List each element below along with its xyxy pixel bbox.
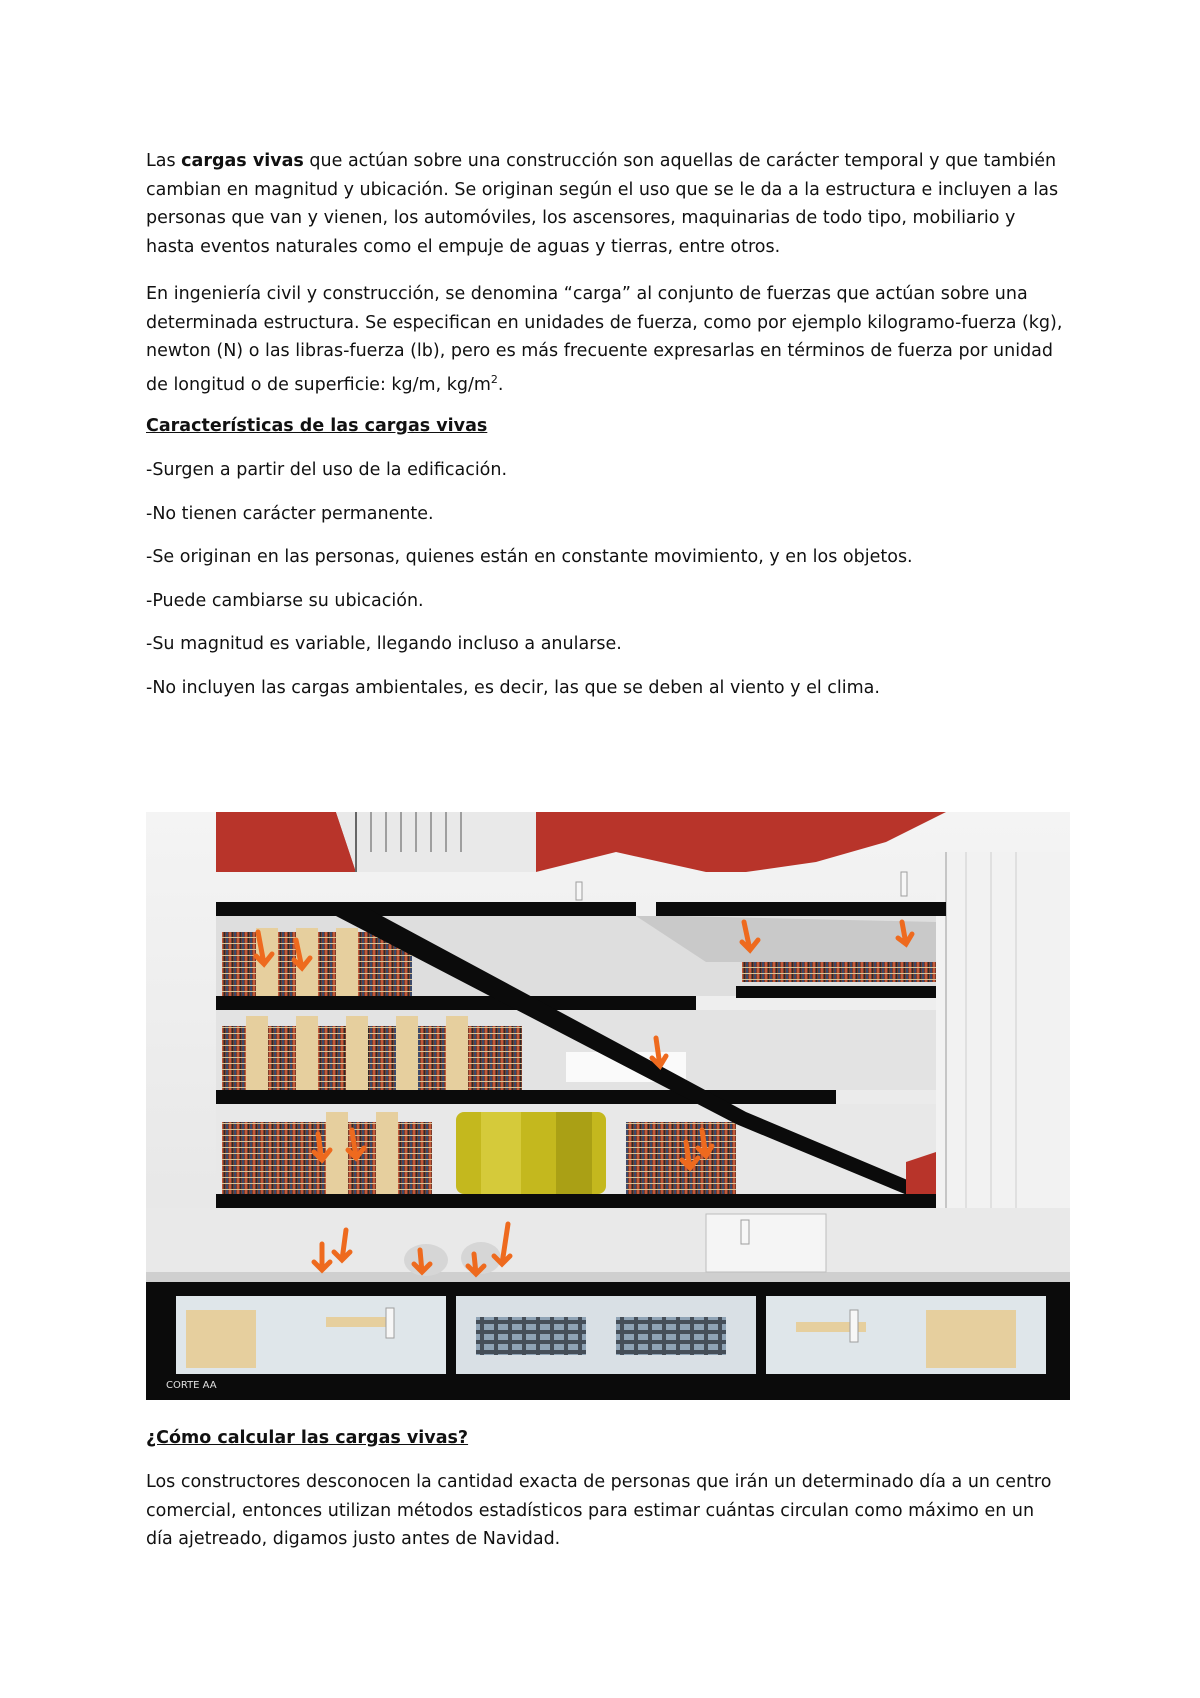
bold-term: cargas vivas xyxy=(181,151,304,171)
auditorium-seats xyxy=(616,1317,726,1355)
superscript: 2 xyxy=(490,372,498,386)
building-section-drawing xyxy=(146,812,1070,1400)
section-heading-characteristics: Características de las cargas vivas xyxy=(146,416,488,436)
roof-canopy-left xyxy=(216,812,356,872)
text-run: que actúan sobre una construcción son aquellas de carácter temporal y que también cambian en magnitud y ubicación. Se originan según el uso que se le da a la estructura e incluyen a las personas que van y vienen, los automóviles, los ascensores, maquinarias de todo tipo, mobiliario y hasta eventos naturales como el empuje de aguas y tierras, entre otros. xyxy=(146,151,1059,257)
list-item: -No tienen carácter permanente. xyxy=(146,503,434,524)
building-section-illustration xyxy=(146,812,1070,1400)
list-item: -No incluyen las cargas ambientales, es decir, las que se deben al viento y el clima. xyxy=(146,677,880,698)
paragraph-calculation: Los constructores desconocen la cantidad exacta de personas que irán un determinado día a un centro comercial, entonces utilizan métodos estadísticos para estimar cuántas circulan como máximo en un día ajetreado, digamos justo antes de Navidad. xyxy=(146,1472,1052,1549)
list-item: -Se originan en las personas, quienes están en constante movimiento, y en los objetos. xyxy=(146,547,913,567)
text-run: . xyxy=(497,374,504,395)
section-heading-calculation: ¿Cómo calcular las cargas vivas? xyxy=(146,1428,469,1448)
characteristics-list xyxy=(146,456,1066,702)
list-item: -Su magnitud es variable, llegando incluso a anularse. xyxy=(146,634,622,654)
auditorium-seats xyxy=(476,1317,586,1355)
figure-caption: CORTE AA xyxy=(166,1380,217,1391)
paragraph-definition xyxy=(146,280,1066,399)
text-run: Las xyxy=(146,151,182,171)
text-run: En ingeniería civil y construcción, se denomina “carga” al conjunto de fuerzas que actúan sobre una determinada estructura. Se especifican en unidades de fuerza, como por ejemplo kilogramo-fuerza (kg), newton (N) o las libras-fuerza (lb), pero es más frecuente expresarlas en términos de fuerza por unidad de longitud o de superficie: kg/m, kg/m xyxy=(146,284,1063,395)
paragraph-intro xyxy=(146,147,1066,261)
list-item: -Surgen a partir del uso de la edificación. xyxy=(146,460,508,480)
list-item: -Puede cambiarse su ubicación. xyxy=(146,590,424,611)
